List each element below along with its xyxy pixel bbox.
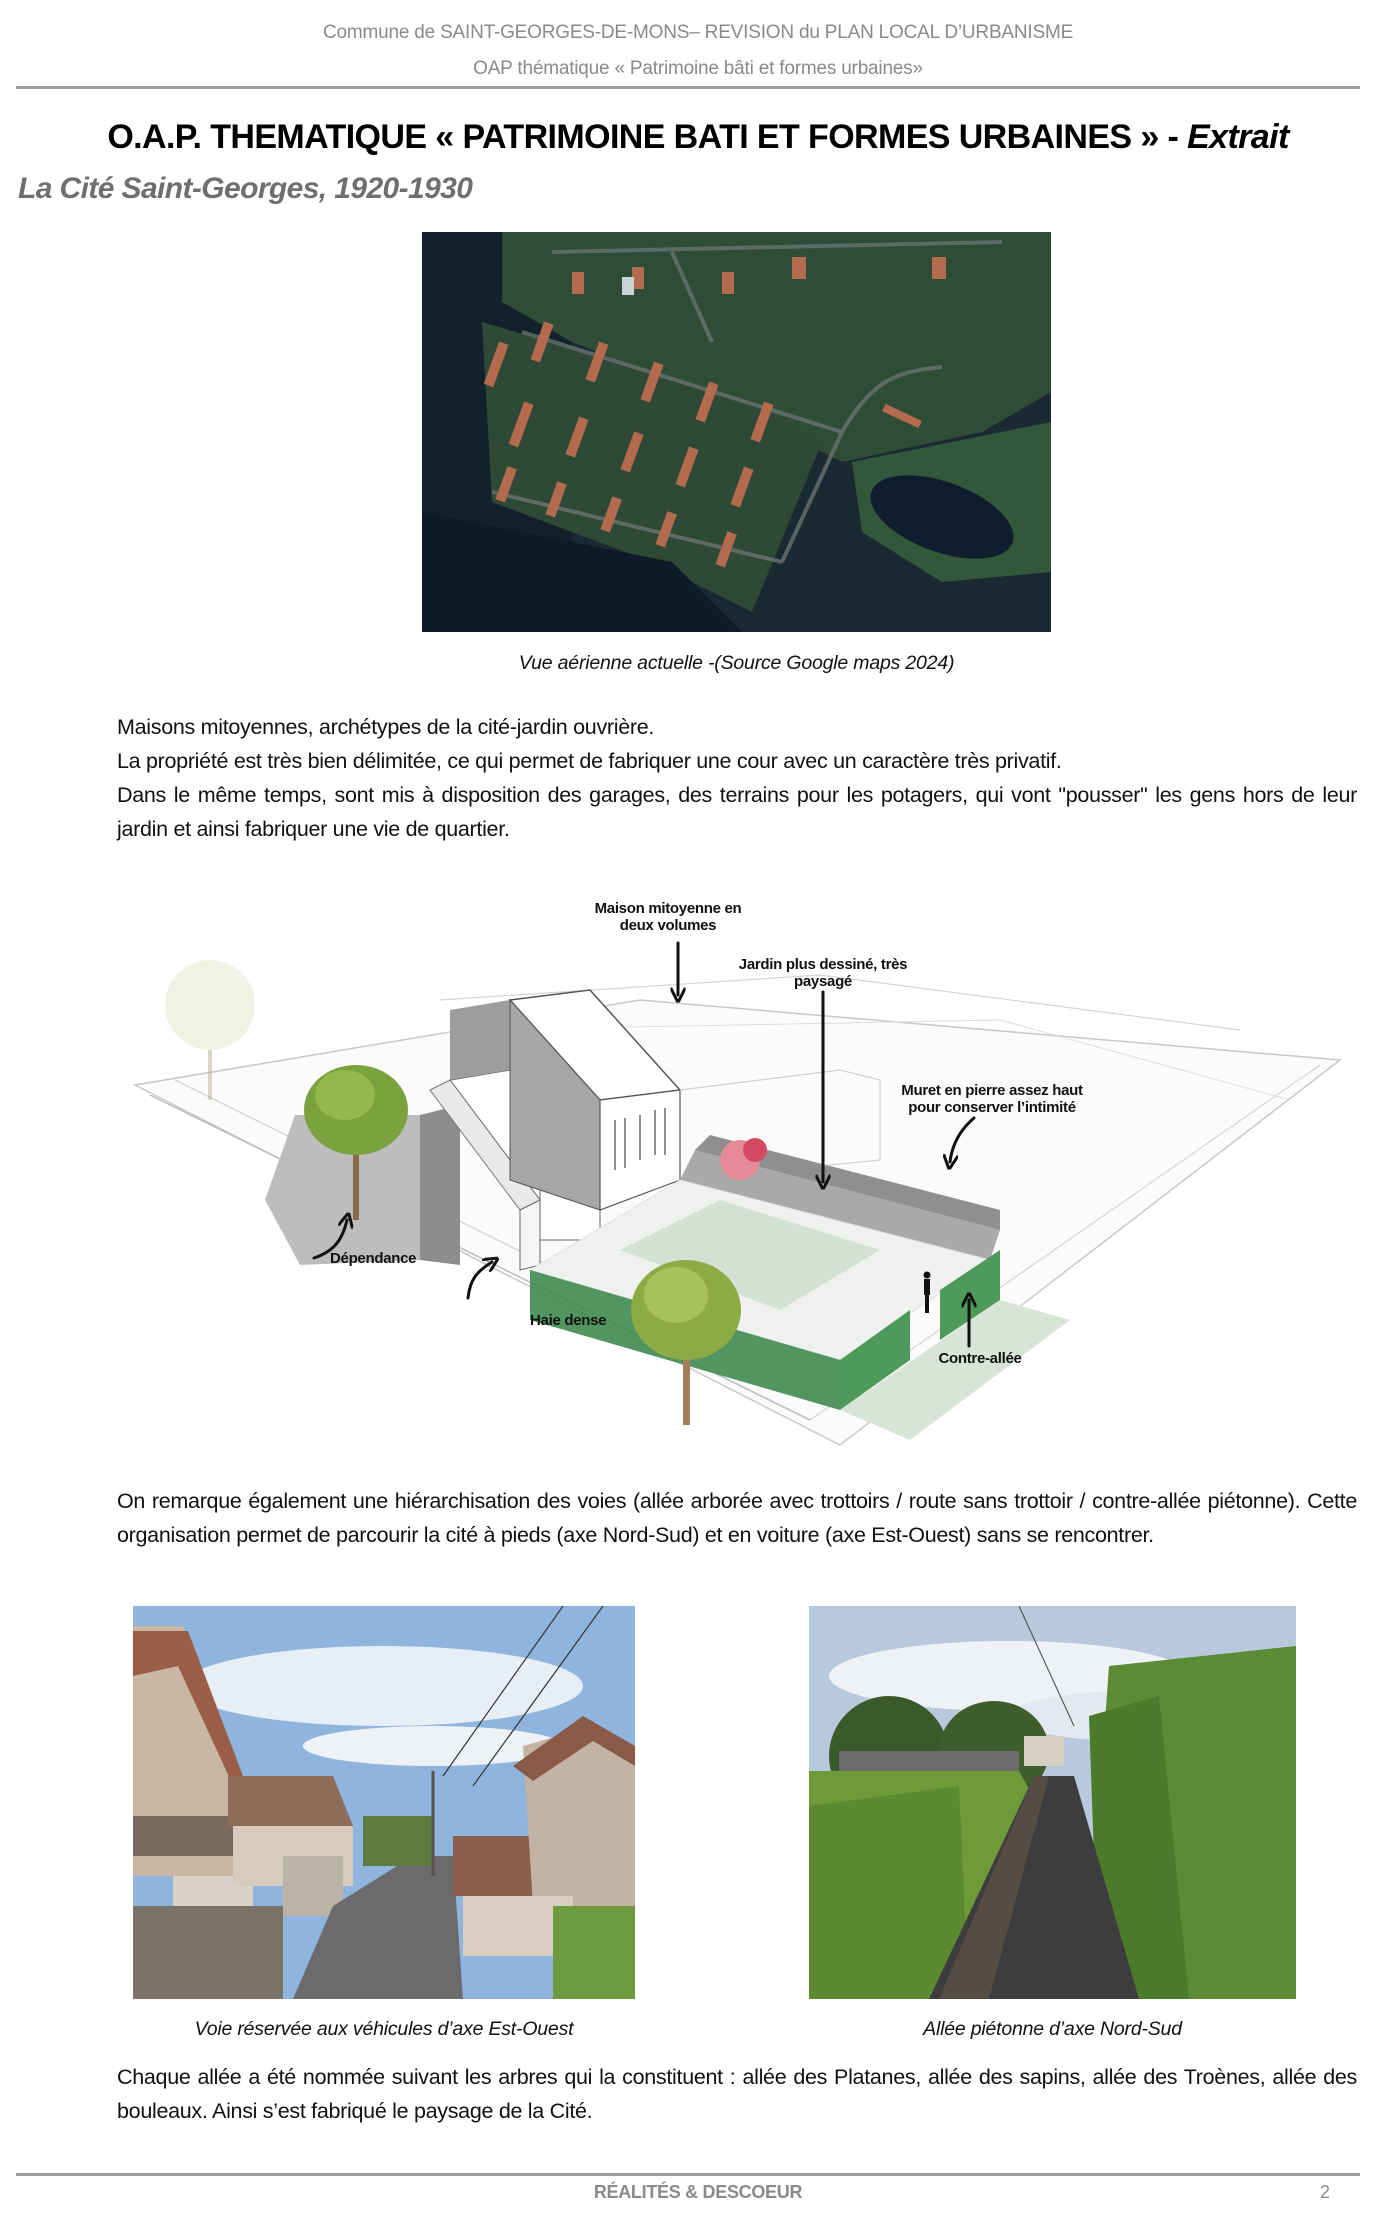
page-title-suffix: Extrait — [1187, 118, 1289, 156]
tree-garden — [631, 1260, 741, 1425]
paragraph-intro — [117, 710, 1357, 846]
label-muret — [892, 1082, 1092, 1116]
paragraph-allees: Chaque allée a été nommée suivant les arbres qui la constituent : allée des Platanes, allée des sapins, allée des Troènes, allée des bouleaux. Ainsi s’est fabriqué le paysage de la Cité. — [117, 2065, 1357, 2123]
label-haie-dense: Haie dense — [530, 1312, 607, 1329]
photo-voie-est-ouest — [133, 1606, 635, 1999]
axonometric-diagram — [120, 880, 1350, 1450]
footer-rule — [16, 2173, 1360, 2176]
label-line: pour conserver l’intimité — [908, 1099, 1076, 1116]
header-oap: OAP thématique « Patrimoine bâti et formes urbaines» — [473, 58, 923, 79]
label-jardin — [733, 956, 913, 990]
header-rule — [16, 86, 1360, 89]
page-title — [0, 118, 1396, 157]
photo-allee-nord-sud — [809, 1606, 1296, 1999]
aerial-caption: Vue aérienne actuelle -(Source Google maps 2024) — [518, 652, 955, 674]
photo-caption-nord-sud: Allée piétonne d’axe Nord-Sud — [923, 2018, 1182, 2040]
paragraph-intro-line: Maisons mitoyennes, archétypes de la cité-jardin ouvrière. — [117, 715, 655, 739]
header-commune: Commune de SAINT-GEORGES-DE-MONS– REVISION du PLAN LOCAL D’URBANISME — [322, 22, 1074, 43]
label-contre-allee: Contre-allée — [938, 1350, 1022, 1367]
label-dependance: Dépendance — [330, 1250, 417, 1267]
paragraph-intro-line: Dans le même temps, sont mis à disposition des garages, des terrains pour les potagers, qui vont "pousser" les gens hors de leur jardin et ainsi fabriquer une vie de quartier. — [117, 783, 1357, 841]
photo-caption-est-ouest: Voie réservée aux véhicules d’axe Est-Ouest — [194, 2018, 574, 2040]
footer-brand: RÉALITÉS & DESCOEUR — [593, 2182, 803, 2202]
section-subtitle: La Cité Saint-Georges, 1920-1930 — [18, 172, 473, 205]
label-line: Muret en pierre assez haut — [901, 1082, 1083, 1099]
paragraph-intro-line: La propriété est très bien délimitée, ce qui permet de fabriquer une cour avec un caractère très privatif. — [117, 749, 1062, 773]
page-number: 2 — [1320, 2182, 1331, 2202]
label-line: deux volumes — [619, 917, 717, 934]
aerial-photo — [422, 232, 1051, 632]
label-maison-mitoyenne — [588, 900, 748, 934]
label-line: paysagé — [794, 973, 852, 990]
paragraph-hierarchie: On remarque également une hiérarchisation des voies (allée arborée avec trottoirs / route sans trottoir / contre-allée piétonne). Cette organisation permet de parcourir la cité à pieds (axe Nord-Sud) et en voiture (axe Est-Ouest) sans se rencontrer. — [117, 1489, 1357, 1547]
page-title-main: O.A.P. THEMATIQUE « PATRIMOINE BATI ET FORMES URBAINES » - — [107, 118, 1188, 156]
label-line: Maison mitoyenne en — [594, 900, 742, 917]
label-line: Jardin plus dessiné, très — [738, 956, 908, 973]
